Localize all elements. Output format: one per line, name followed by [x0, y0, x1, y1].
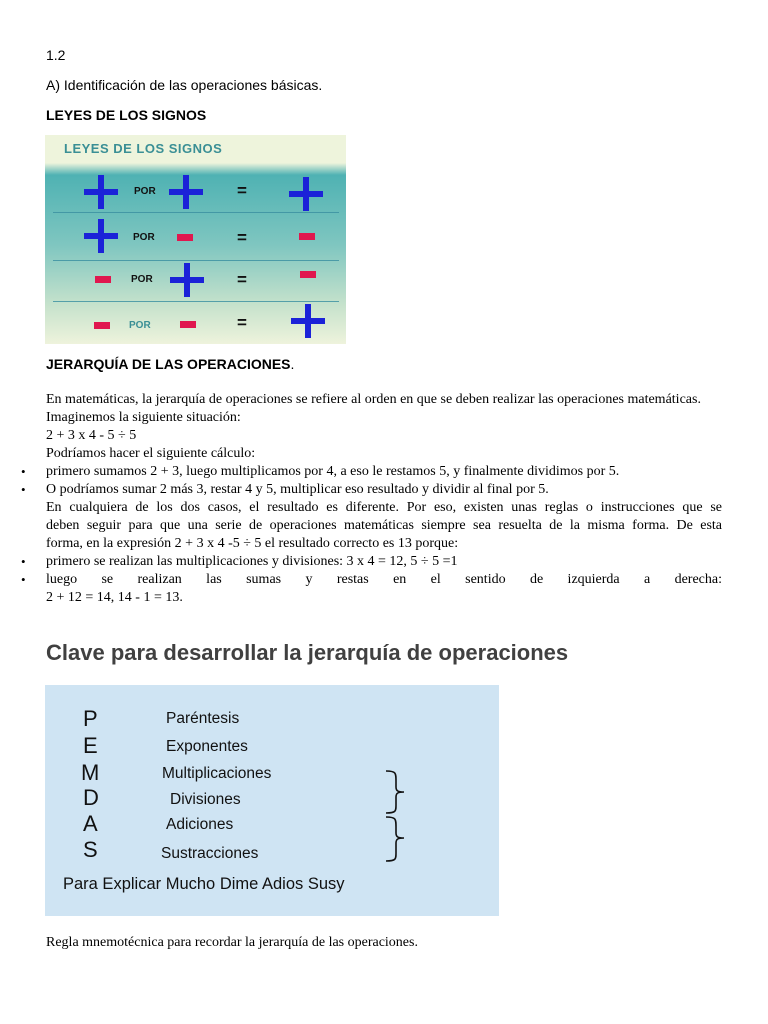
expression-line: 2 + 3 x 4 - 5 ÷ 5: [46, 428, 137, 443]
por-label: POR: [133, 232, 155, 243]
minus-sign-icon: [94, 322, 110, 329]
intro-paragraph: En matemáticas, la jerarquía de operaciones se refiere al orden en que se deben realizar las operaciones matemáticas.: [46, 392, 701, 407]
pemdas-letter: D: [83, 785, 99, 810]
section-number: 1.2: [46, 47, 66, 63]
por-label: POR: [134, 186, 156, 197]
row-divider: [53, 260, 339, 261]
signs-heading: LEYES DE LOS SIGNOS: [46, 107, 207, 123]
list-item: • primero se realizan las multiplicaciones y divisiones: 3 x 4 = 12, 5 ÷ 5 =1: [46, 553, 722, 571]
hierarchy-explanation: [46, 391, 722, 607]
image-caption: Regla mnemotécnica para recordar la jerarquía de las operaciones.: [46, 935, 418, 950]
plus-sign-icon: [170, 263, 204, 297]
por-label: POR: [131, 274, 153, 285]
grouping-brace-icon: [384, 767, 414, 867]
pemdas-word: Exponentes: [166, 738, 248, 755]
pemdas-word: Adiciones: [166, 816, 234, 833]
pemdas-letter: M: [81, 760, 100, 785]
pemdas-letter: A: [83, 811, 98, 836]
pemdas-word: Sustracciones: [161, 845, 259, 862]
list-item: • primero sumamos 2 + 3, luego multiplicamos por 4, a eso le restamos 5, y finalmente dividimos por 5.: [46, 463, 722, 481]
equals-sign: =: [237, 228, 247, 247]
plus-sign-icon: [289, 177, 323, 211]
could-line: Podríamos hacer el siguiente cálculo:: [46, 446, 256, 461]
pemdas-image: [45, 685, 499, 916]
minus-sign-icon: [299, 233, 315, 240]
pemdas-letter: E: [83, 733, 98, 758]
equals-sign: =: [237, 313, 247, 332]
explanation-line: deben seguir para que una serie de operaciones matemáticas siempre sea resuelta de la misma forma. De esta: [46, 518, 722, 533]
row-divider: [53, 212, 339, 213]
clave-heading: Clave para desarrollar la jerarquía de operaciones: [46, 640, 569, 665]
hierarchy-heading: [46, 356, 294, 372]
minus-sign-icon: [95, 276, 111, 283]
imagine-line: Imaginemos la siguiente situación:: [46, 410, 241, 425]
minus-sign-icon: [177, 234, 193, 241]
row-divider: [53, 301, 339, 302]
plus-sign-icon: [291, 304, 325, 338]
pemdas-letter: S: [83, 837, 98, 862]
pemdas-mnemonic-phrase: Para Explicar Mucho Dime Adios Susy: [63, 875, 345, 893]
signs-table-image: [45, 135, 346, 344]
plus-sign-icon: [84, 219, 118, 253]
list-item: • luego se realizan las sumas y restas en el sentido de izquierda a derecha:: [46, 571, 722, 589]
equals-sign: =: [237, 270, 247, 289]
explanation-line: En cualquiera de los dos casos, el resultado es diferente. Por eso, existen unas reglas o instrucciones que se: [46, 500, 722, 515]
por-label: POR: [129, 320, 151, 331]
plus-sign-icon: [84, 175, 118, 209]
list-item: • O podríamos sumar 2 más 3, restar 4 y 5, multiplicar eso resultado y dividir al final por 5.: [46, 481, 722, 499]
plus-sign-icon: [169, 175, 203, 209]
pemdas-letter: P: [83, 706, 98, 731]
pemdas-word: Divisiones: [170, 791, 241, 808]
hierarchy-heading-period: .: [290, 356, 295, 372]
explanation-line: forma, en la expresión 2 + 3 x 4 -5 ÷ 5 el resultado correcto es 13 porque:: [46, 536, 459, 551]
hierarchy-heading-text: JERARQUÍA DE LAS OPERACIONES: [46, 356, 291, 372]
equals-sign: =: [237, 181, 247, 200]
signs-table-title: LEYES DE LOS SIGNOS: [64, 141, 223, 156]
subtitle: A) Identificación de las operaciones básicas.: [46, 77, 323, 93]
pemdas-word: Paréntesis: [166, 710, 240, 727]
minus-sign-icon: [300, 271, 316, 278]
pemdas-word: Multiplicaciones: [162, 765, 272, 782]
list-item-continuation: 2 + 12 = 14, 14 - 1 = 13.: [46, 590, 183, 605]
minus-sign-icon: [180, 321, 196, 328]
